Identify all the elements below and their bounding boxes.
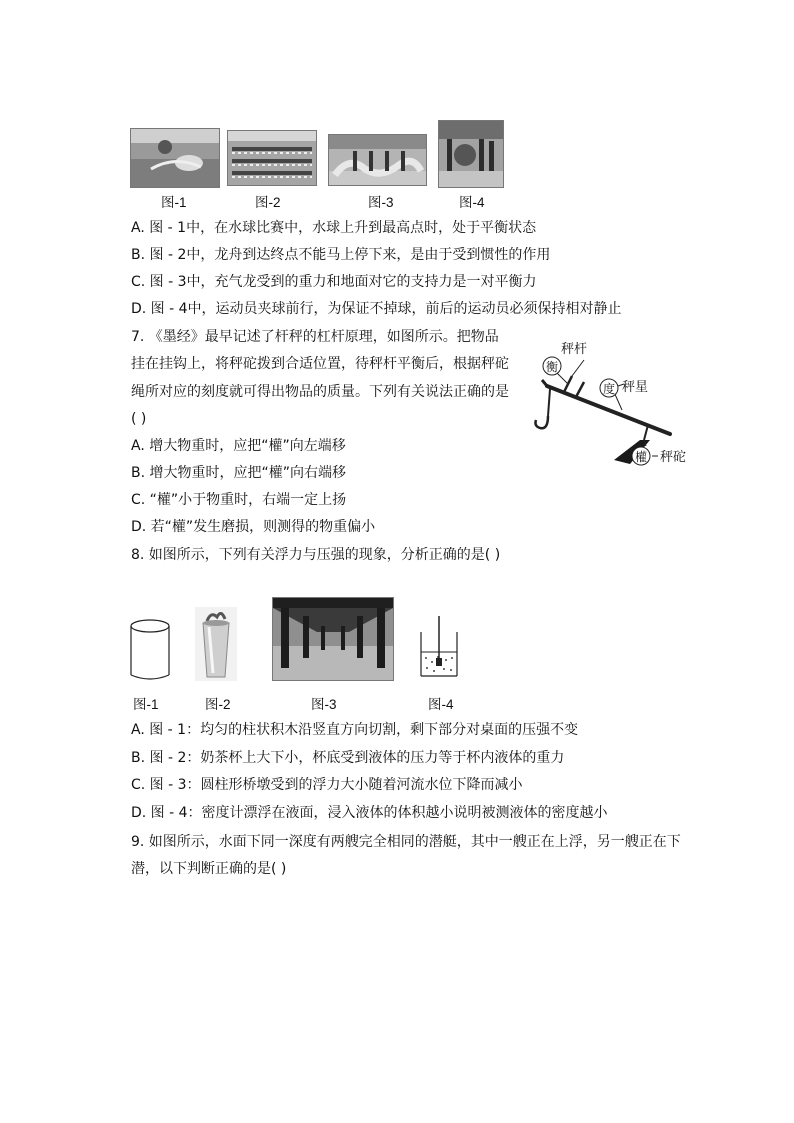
steelyard-label-star: 秤星 (622, 380, 649, 395)
q8-option-c: C. 图 - 3：圆柱形桥墩受到的浮力大小随着河流水位下降而减小 (131, 777, 523, 793)
steelyard-label-weight: 秤砣 (660, 450, 687, 465)
hydrometer-beaker-figure (418, 614, 460, 678)
inflatable-dragon-photo (328, 134, 427, 186)
q6-option-b: B. 图 - 2中，龙舟到达终点不能马上停下来，是由于受到惯性的作用 (131, 247, 551, 263)
q8-caption-3: 图-3 (311, 697, 337, 712)
q7-option-c: C. “權”小于物重时，右端一定上扬 (131, 492, 347, 508)
q9-stem-line-1: 9. 如图所示，水面下同一深度有两艘完全相同的潜艇，其中一艘正在上浮，另一艘正在下 (131, 834, 681, 850)
dragon-boat-photo (227, 130, 317, 186)
q7-stem-line-1: 7. 《墨经》最早记述了杆秤的杠杆原理，如图所示。把物品 (131, 329, 499, 345)
q6-option-c: C. 图 - 3中，充气龙受到的重力和地面对它的支持力是一对平衡力 (131, 274, 537, 290)
q6-caption-1: 图-1 (161, 195, 187, 210)
q8-option-b: B. 图 - 2：奶茶杯上大下小，杯底受到液体的压力等于杯内液体的重力 (131, 750, 565, 766)
steelyard-label-quan: 權 (635, 450, 648, 464)
ball-carry-photo (438, 120, 504, 188)
q7-stem-line-2: 挂在挂钩上，将秤砣拨到合适位置，待秤杆平衡后，根据秤砣 (131, 356, 509, 372)
q6-option-a: A. 图 - 1中，在水球比赛中，水球上升到最高点时，处于平衡状态 (131, 220, 537, 236)
q6-caption-3: 图-3 (368, 195, 394, 210)
q8-option-d: D. 图 - 4：密度计漂浮在液面，浸入液体的体积越小说明被测液体的密度越小 (131, 805, 608, 821)
bridge-pier-photo (272, 597, 394, 681)
q8-stem: 8. 如图所示，下列有关浮力与压强的现象，分析正确的是( ) (131, 547, 501, 563)
q7-option-d: D. 若“權”发生磨损，则测得的物重偏小 (131, 519, 376, 535)
q8-caption-1: 图-1 (133, 697, 159, 712)
q9-stem-line-2: 潜，以下判断正确的是( ) (131, 861, 287, 877)
cylinder-block-figure (129, 619, 171, 683)
steelyard-label-rod: 秤杆 (561, 342, 588, 357)
q8-caption-2: 图-2 (205, 697, 231, 712)
q8-option-a: A. 图 - 1：均匀的柱状积木沿竖直方向切割，剩下部分对桌面的压强不变 (131, 722, 579, 738)
water-polo-photo (130, 128, 220, 188)
q6-option-d: D. 图 - 4中，运动员夹球前行，为保证不掉球，前后的运动员必须保持相对静止 (131, 301, 622, 317)
q7-stem-line-3: 绳所对应的刻度就可得出物品的质量。下列有关说法正确的是 (131, 384, 509, 400)
q6-caption-4: 图-4 (459, 195, 485, 210)
q7-stem-line-4: ( ) (131, 411, 147, 427)
q7-option-a: A. 增大物重时，应把“權”向左端移 (131, 438, 346, 454)
q7-option-b: B. 增大物重时，应把“權”向右端移 (131, 465, 347, 481)
steelyard-label-heng: 衡 (546, 360, 559, 374)
steelyard-label-du: 度 (603, 382, 616, 396)
q8-caption-4: 图-4 (428, 697, 454, 712)
q6-caption-2: 图-2 (255, 195, 281, 210)
milk-tea-cup-photo (195, 607, 237, 681)
